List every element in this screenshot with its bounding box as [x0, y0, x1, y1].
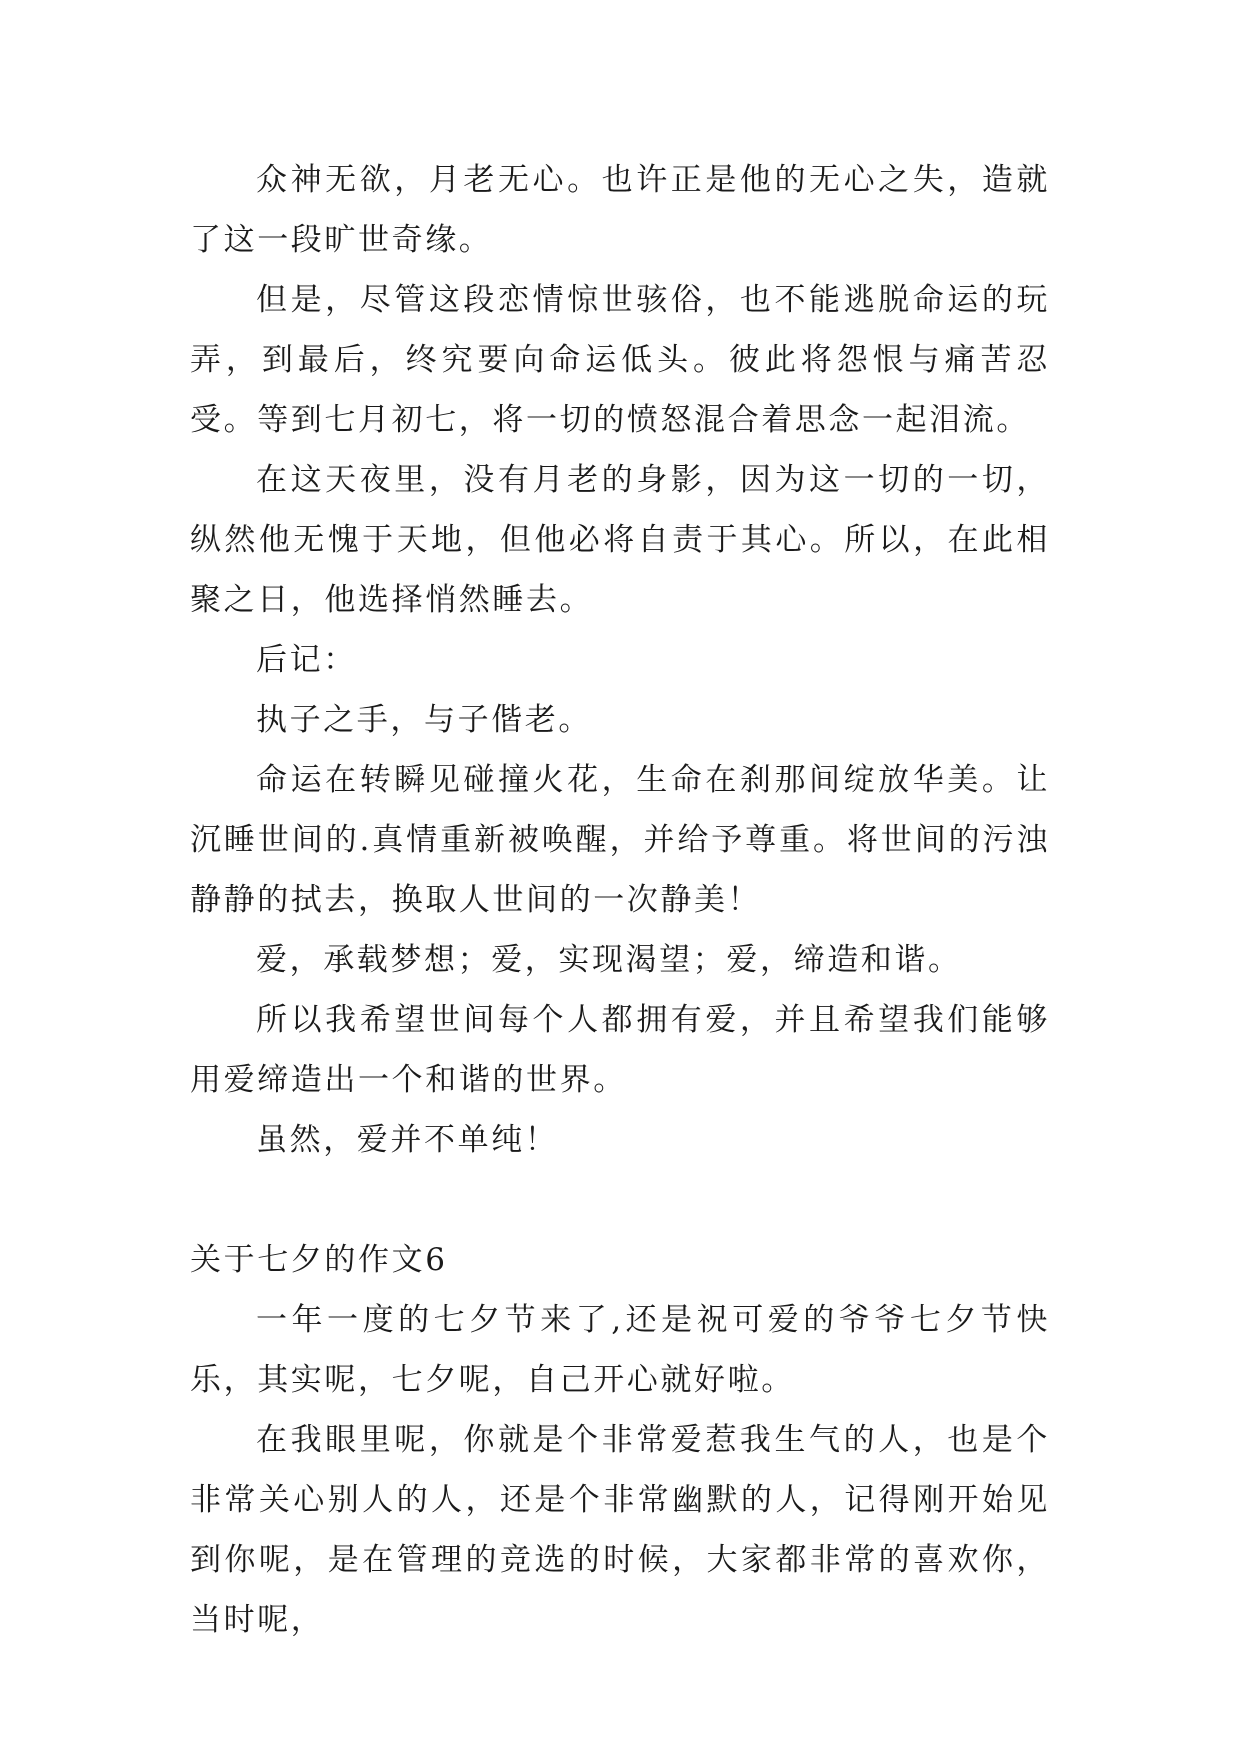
paragraph: 执子之手，与子偕老。 [256, 702, 592, 738]
document-body [190, 150, 1050, 1650]
section-heading: 关于七夕的作文6 [190, 1242, 448, 1278]
paragraph: 众神无欲，月老无心。也许正是他的无心之失，造就了这一段旷世奇缘。 [190, 162, 1050, 258]
paragraph: 在这天夜里，没有月老的身影，因为这一切的一切，纵然他无愧于天地，但他必将自责于其心。所以，在此相聚之日，他选择悄然睡去。 [190, 462, 1050, 618]
section-gap [190, 1170, 1050, 1230]
paragraph: 所以我希望世间每个人都拥有爱，并且希望我们能够用爱缔造出一个和谐的世界。 [190, 1002, 1050, 1098]
paragraph: 爱，承载梦想；爱，实现渴望；爱，缔造和谐。 [256, 942, 962, 978]
paragraph: 但是，尽管这段恋情惊世骇俗，也不能逃脱命运的玩弄，到最后，终究要向命运低头。彼此将怨恨与痛苦忍受。等到七月初七，将一切的愤怒混合着思念一起泪流。 [190, 282, 1050, 438]
paragraph: 虽然，爱并不单纯！ [256, 1122, 559, 1158]
paragraph: 命运在转瞬见碰撞火花，生命在刹那间绽放华美。让沉睡世间的.真情重新被唤醒，并给予尊重。将世间的污浊静静的拭去，换取人世间的一次静美！ [190, 762, 1050, 918]
paragraph: 在我眼里呢，你就是个非常爱惹我生气的人，也是个非常关心别人的人，还是个非常幽默的人，记得刚开始见到你呢，是在管理的竞选的时候，大家都非常的喜欢你，当时呢， [190, 1422, 1050, 1638]
paragraph: 一年一度的七夕节来了,还是祝可爱的爷爷七夕节快乐，其实呢，七夕呢，自己开心就好啦。 [190, 1302, 1050, 1398]
paragraph: 后记： [256, 642, 357, 678]
